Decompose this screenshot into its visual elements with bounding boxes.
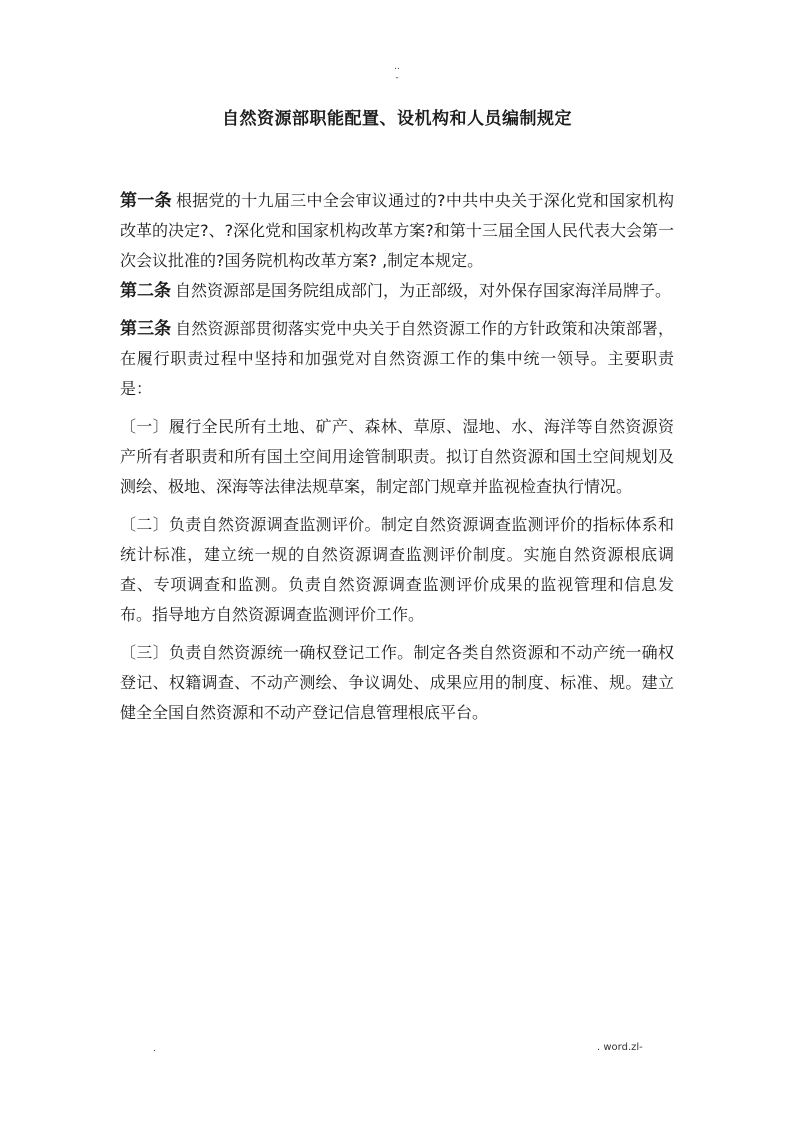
duty-item-3: 〔三〕负责自然资源统一确权登记工作。制定各类自然资源和不动产统一确权登记、权籍调查、不动产测绘、争议调处、成果应用的制度、标准、规。建立健全全国自然资源和不动产登记信息管理根底平台。 bbox=[120, 643, 674, 722]
article-1-label: 第一条 bbox=[120, 191, 172, 211]
article-2 bbox=[120, 276, 674, 306]
header-mark-top: .. bbox=[394, 62, 400, 72]
document-title: 自然资源部职能配置、设机构和人员编制规定 bbox=[222, 109, 572, 129]
article-3 bbox=[120, 314, 674, 404]
duty-item-1: 〔一〕履行全民所有土地、矿产、森林、草原、湿地、水、海洋等自然资源资产所有者职责和所有国土空间用途管制职责。拟订自然资源和国土空间规划及测绘、极地、深海等法律法规草案，制定部门规章并监视检查执行情况。 bbox=[120, 417, 674, 496]
footer-left-mark: . bbox=[153, 1044, 156, 1054]
article-1 bbox=[120, 186, 674, 276]
article-1-text: 根据党的十九届三中全会审议通过的?中共中央关于深化党和国家机构改革的决定?、?深化党和国家机构改革方案?和第十三届全国人民代表大会第一次会议批准的?国务院机构改革方案? ,制定本规定。 bbox=[120, 191, 675, 270]
document-body bbox=[120, 186, 674, 728]
header-mark-bottom: - bbox=[395, 73, 399, 83]
page-header-mark bbox=[0, 62, 794, 84]
article-2-text: 自然资源部是国务院组成部门，为正部级，对外保存国家海洋局牌子。 bbox=[175, 281, 672, 300]
duty-item-2: 〔二〕负责自然资源调查监测评价。制定自然资源调查监测评价的指标体系和统计标准，建立统一规的自然资源调查监测评价制度。实施自然资源根底调查、专项调查和监测。负责自然资源调查监测评价成果的监视管理和信息发布。指导地方自然资源调查监测评价工作。 bbox=[120, 515, 674, 624]
article-2-label: 第二条 bbox=[120, 281, 171, 301]
article-3-text: 自然资源部贯彻落实党中央关于自然资源工作的方针政策和决策部署，在履行职责过程中坚持和加强党对自然资源工作的集中统一领导。主要职责是： bbox=[120, 319, 674, 398]
article-3-label: 第三条 bbox=[120, 319, 172, 339]
footer-right-mark: . word.zl- bbox=[597, 1042, 643, 1053]
